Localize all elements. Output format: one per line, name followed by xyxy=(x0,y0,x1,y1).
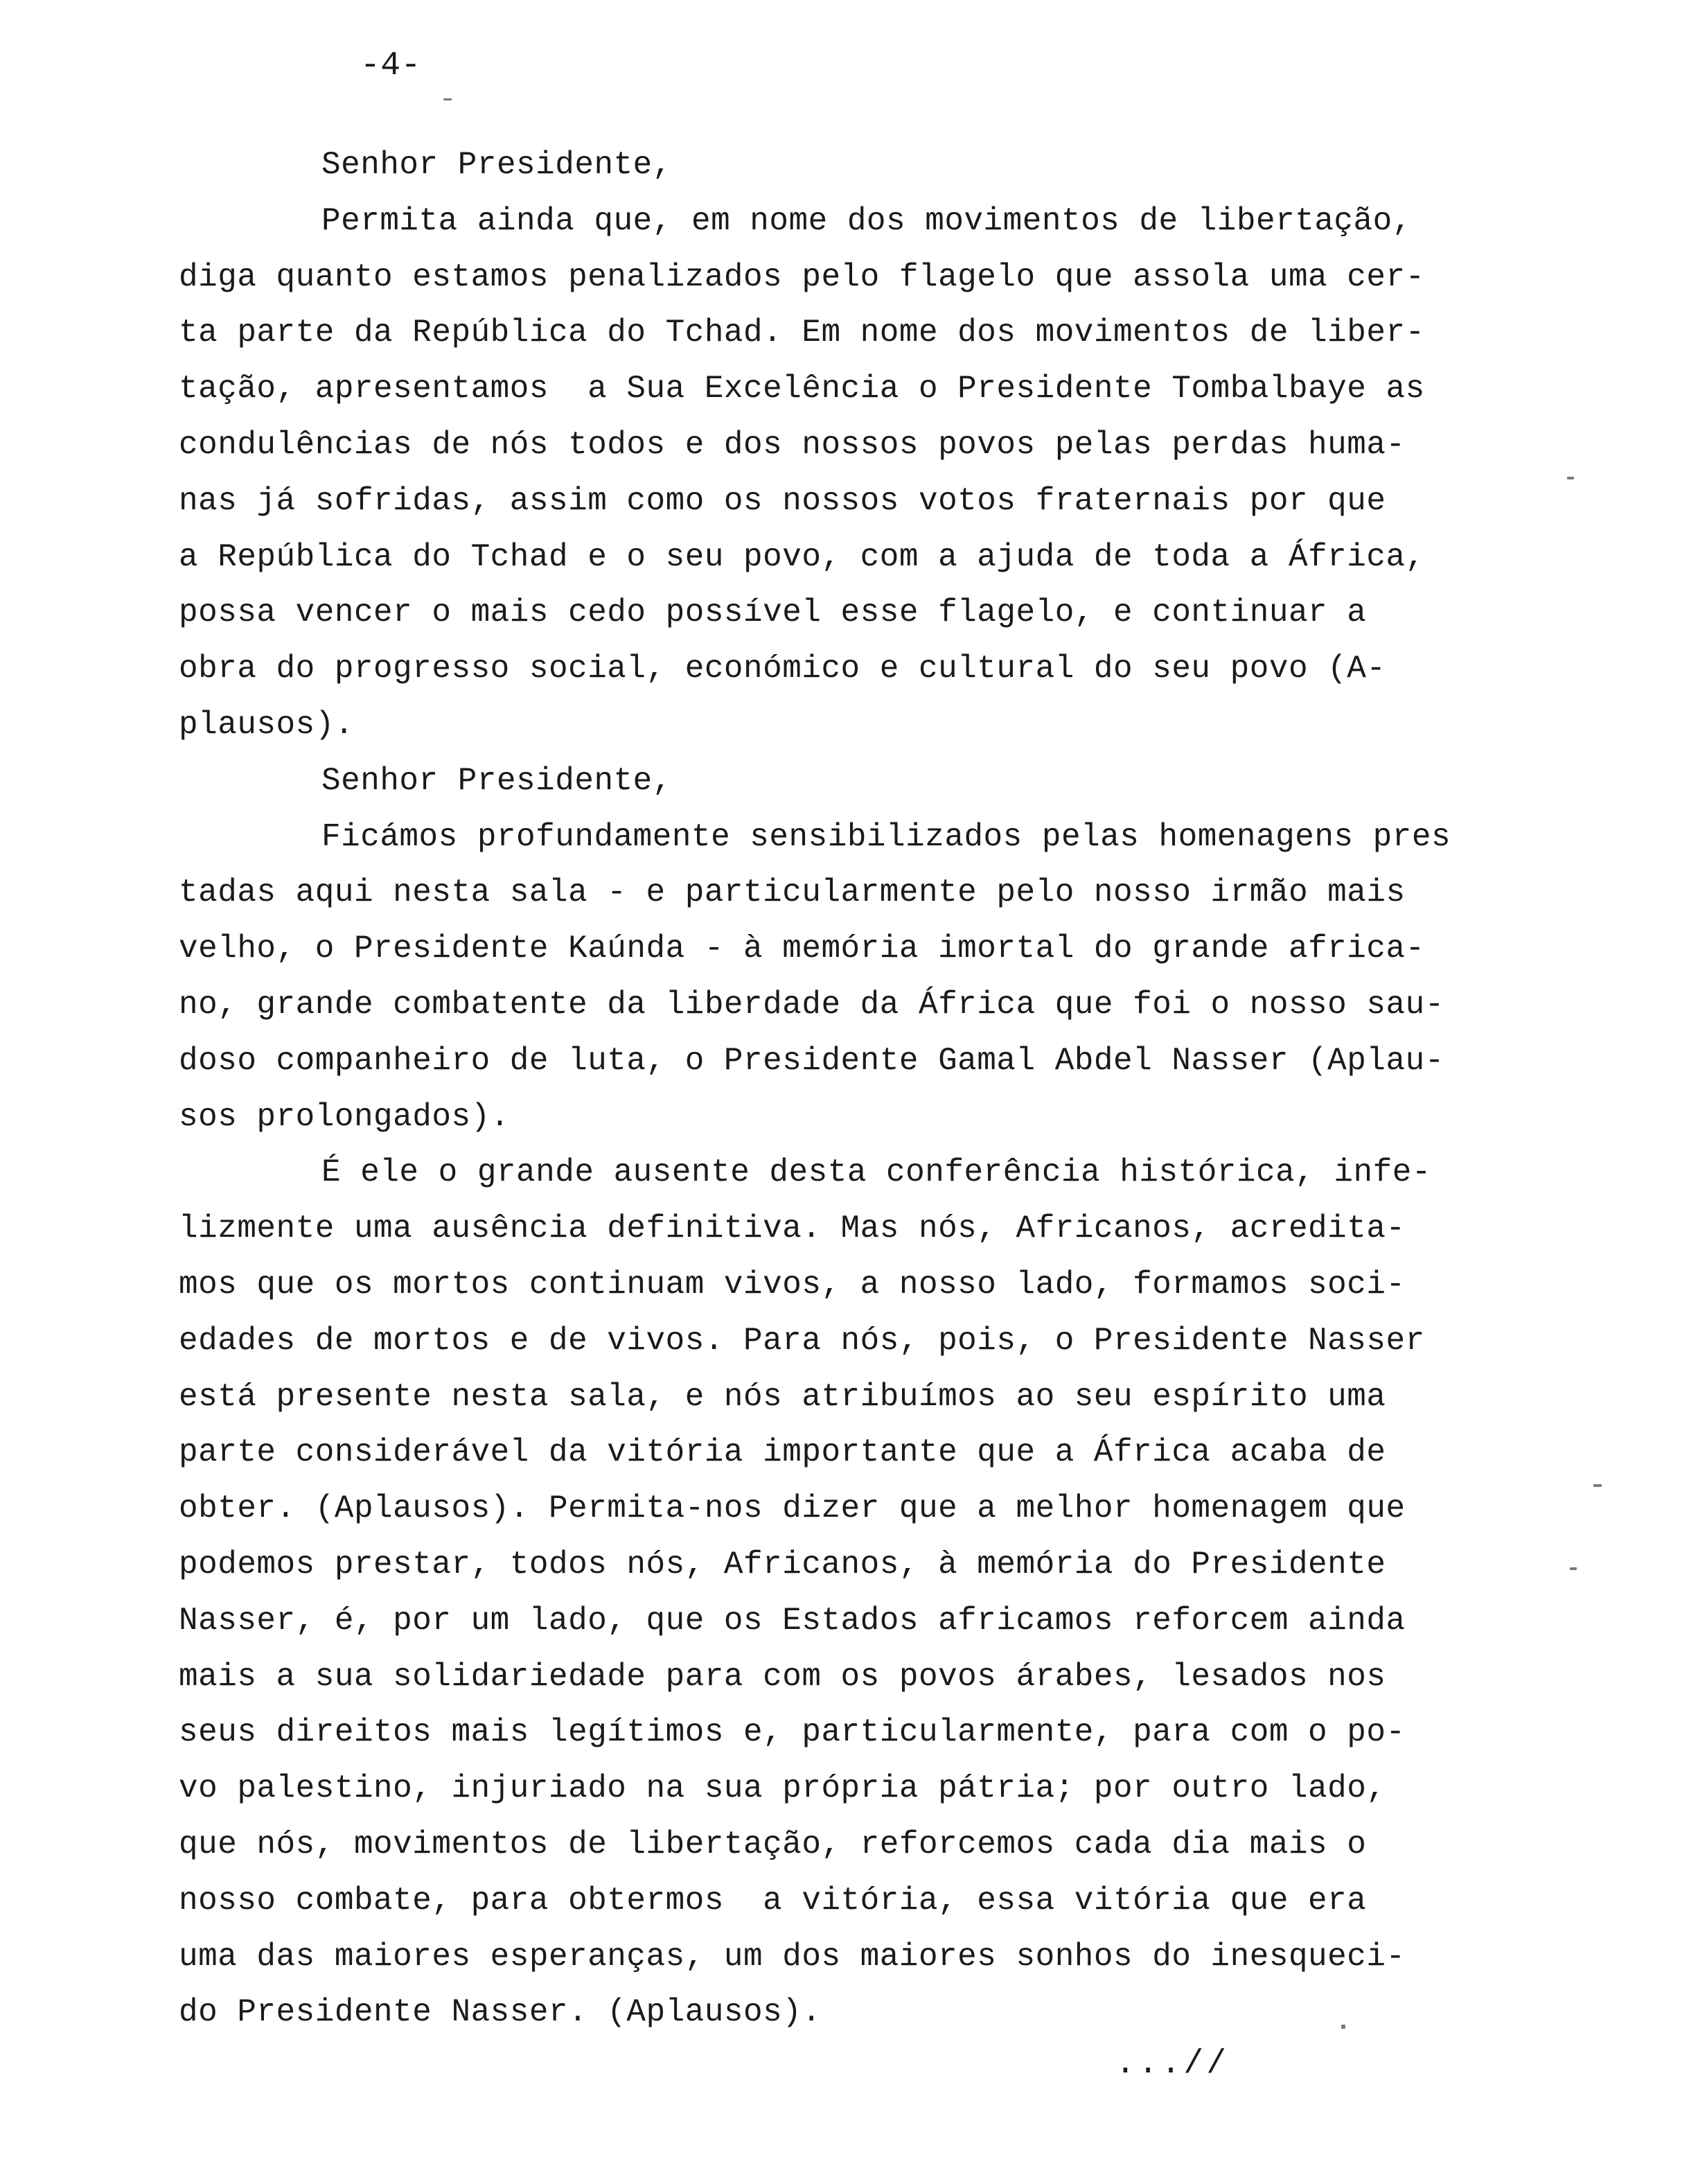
paragraph-line: ta parte da República do Tchad. Em nome dos movimentos de liber- xyxy=(179,315,1425,351)
continuation-mark: ...// xyxy=(1115,2045,1230,2083)
paragraph-line: Nasser, é, por um lado, que os Estados africamos reforcem ainda xyxy=(179,1602,1406,1639)
scan-speck xyxy=(1341,2025,1345,2029)
paragraph-line: no, grande combatente da liberdade da África que foi o nosso sau- xyxy=(179,986,1444,1023)
scan-speck xyxy=(1593,1484,1602,1487)
paragraph-line: obra do progresso social, económico e cultural do seu povo (A- xyxy=(179,651,1386,687)
paragraph-line: que nós, movimentos de libertação, reforcemos cada dia mais o xyxy=(179,1826,1367,1862)
paragraph-line: nas já sofridas, assim como os nossos votos fraternais por que xyxy=(179,482,1386,519)
paragraph-line: sos prolongados). xyxy=(179,1098,510,1135)
paragraph-line: condulências de nós todos e dos nossos povos pelas perdas huma- xyxy=(179,426,1406,463)
paragraph-line: Permita ainda que, em nome dos movimentos de libertação, xyxy=(321,202,1412,239)
paragraph-line: nosso combate, para obtermos a vitória, essa vitória que era xyxy=(179,1882,1367,1919)
paragraph-line: a República do Tchad e o seu povo, com a ajuda de toda a África, xyxy=(179,538,1425,575)
paragraph-line: possa vencer o mais cedo possível esse flagelo, e continuar a xyxy=(179,595,1367,631)
paragraph-line: tadas aqui nesta sala - e particularmente pelo nosso irmão mais xyxy=(179,874,1406,911)
speech-text xyxy=(179,137,1530,2041)
paragraph-line: mos que os mortos continuam vivos, a nosso lado, formamos soci- xyxy=(179,1266,1406,1303)
paragraph-line: tação, apresentamos a Sua Excelência o Presidente Tombalbaye as xyxy=(179,371,1425,407)
scan-speck xyxy=(1570,1567,1577,1570)
paragraph-line: do Presidente Nasser. (Aplausos). xyxy=(179,1994,822,2031)
paragraph-line: está presente nesta sala, e nós atribuímos ao seu espírito uma xyxy=(179,1378,1386,1415)
paragraph-line: doso companheiro de luta, o Presidente Gamal Abdel Nasser (Aplau- xyxy=(179,1042,1444,1079)
paragraph-line: velho, o Presidente Kaúnda - à memória imortal do grande africa- xyxy=(179,931,1425,967)
paragraph-line: uma das maiores esperanças, um dos maiores sonhos do inesqueci- xyxy=(179,1938,1406,1975)
paragraph-line: É ele o grande ausente desta conferência histórica, infe- xyxy=(321,1154,1431,1191)
paragraph-line: podemos prestar, todos nós, Africanos, à memória do Presidente xyxy=(179,1546,1386,1583)
paragraph-line: vo palestino, injuriado na sua própria pátria; por outro lado, xyxy=(179,1770,1386,1807)
paragraph-line: plausos). xyxy=(179,706,354,743)
paragraph-line: Ficámos profundamente sensibilizados pelas homenagens pres xyxy=(321,818,1451,855)
scan-speck xyxy=(1567,477,1574,479)
page-number: -4- xyxy=(360,47,421,85)
paragraph-line: obter. (Aplausos). Permita-nos dizer que a melhor homenagem que xyxy=(179,1490,1406,1527)
salutation: Senhor Presidente, xyxy=(321,147,672,183)
paragraph-line: lizmente uma ausência definitiva. Mas nós, Africanos, acredita- xyxy=(179,1210,1406,1247)
salutation: Senhor Presidente, xyxy=(321,762,672,799)
paragraph-line: diga quanto estamos penalizados pelo flagelo que assola uma cer- xyxy=(179,258,1425,295)
paragraph-line: seus direitos mais legítimos e, particularmente, para com o po- xyxy=(179,1714,1406,1751)
paragraph-line: mais a sua solidariedade para com os povos árabes, lesados nos xyxy=(179,1658,1386,1695)
paragraph-line: edades de mortos e de vivos. Para nós, pois, o Presidente Nasser xyxy=(179,1322,1425,1359)
scan-speck xyxy=(443,98,452,100)
paragraph-line: parte considerável da vitória importante que a África acaba de xyxy=(179,1434,1386,1471)
